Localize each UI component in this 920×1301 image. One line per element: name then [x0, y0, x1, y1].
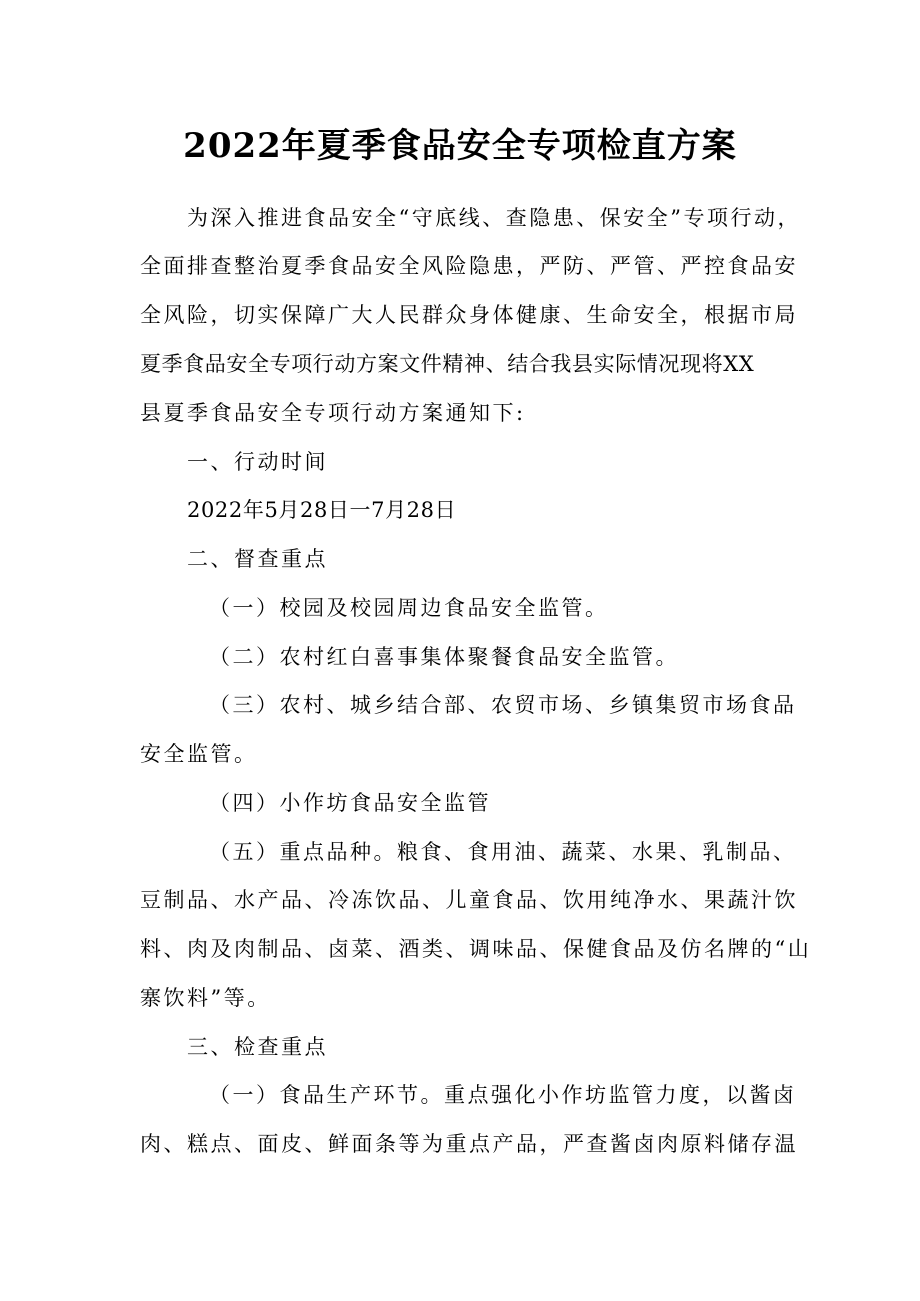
paragraph-line: 全面排查整治夏季食品安全风险隐患，严防、严管、严控食品安 [140, 254, 798, 278]
section-heading: 二、督查重点 [187, 547, 328, 571]
list-item: （一）食品生产环节。重点强化小作坊监管力度，以酱卤 [209, 1083, 797, 1107]
list-item: （一）校园及校园周边食品安全监管。 [209, 596, 609, 620]
paragraph-line: 寨饮料”等。 [140, 986, 271, 1010]
list-item: （二）农村红白喜事集体聚餐食品安全监管。 [209, 645, 679, 669]
paragraph-line: 安全监管。 [140, 742, 258, 766]
document-title: 2022年夏季食品安全专项检直方案 [183, 126, 737, 166]
paragraph-line: 为深入推进食品安全“守底线、查隐患、保安全”专项行动， [187, 206, 801, 230]
paragraph-line: 肉、糕点、面皮、鲜面条等为重点产品，严查酱卤肉原料储存温 [140, 1132, 798, 1156]
paragraph-line: 全风险，切实保障广大人民群众身体健康、生命安全，根据市局 [140, 303, 798, 327]
paragraph-line: 夏季食品安全专项行动方案文件精神、结合我县实际情况现将XX [140, 352, 755, 376]
list-item: （五）重点品种。粮食、食用油、蔬菜、水果、乳制品、 [209, 840, 797, 864]
paragraph-line: 料、肉及肉制品、卤菜、酒类、调味品、保健食品及仿名牌的“山 [140, 937, 812, 961]
list-item: （四）小作坊食品安全监管 [209, 791, 491, 815]
paragraph-line: 县夏季食品安全专项行动方案通知下: [140, 401, 526, 425]
list-item: （三）农村、城乡结合部、农贸市场、乡镇集贸市场食品 [209, 693, 797, 717]
paragraph-line: 豆制品、水产品、冷冻饮品、儿童食品、饮用纯净水、果蔬汁饮 [140, 888, 798, 912]
paragraph-line: 2022年5月28日一7月28日 [187, 498, 457, 522]
section-heading: 三、检查重点 [187, 1035, 328, 1059]
section-heading: 一、行动时间 [187, 450, 328, 474]
